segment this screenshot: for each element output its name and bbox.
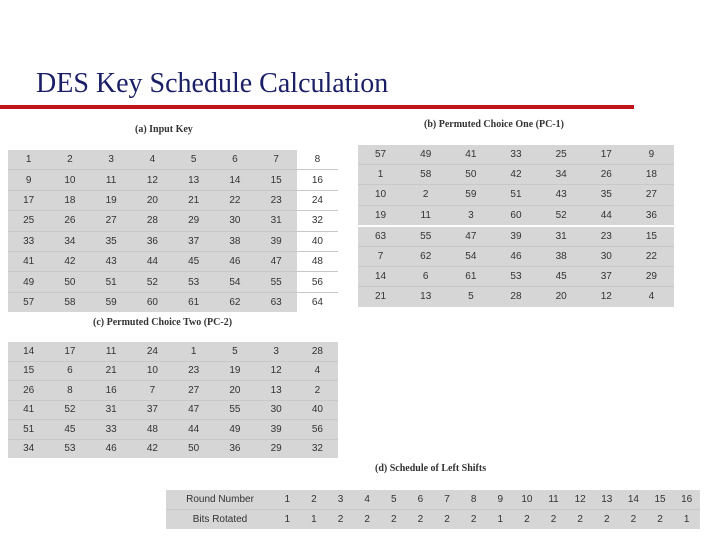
table-cell: 41 (448, 145, 493, 165)
table-cell: 52 (539, 205, 584, 226)
table-cell: 60 (132, 292, 173, 312)
table-cell: 12 (256, 361, 297, 381)
table-cell: 5 (448, 287, 493, 307)
table-cell: 9 (629, 145, 674, 165)
table-cell: 31 (256, 211, 297, 231)
table-cell: 37 (173, 231, 214, 251)
table-cell: 43 (539, 185, 584, 205)
table-cell: 5 (173, 150, 214, 170)
table-cell: 26 (49, 211, 90, 231)
table-cell: 46 (214, 251, 255, 271)
table-cell: 61 (173, 292, 214, 312)
table-cell: 44 (132, 251, 173, 271)
table-cell: 55 (214, 400, 255, 420)
table-cell: 39 (256, 231, 297, 251)
table-cell: 2 (407, 510, 434, 530)
table-row (8, 342, 338, 361)
table-cell: 27 (629, 185, 674, 205)
table-cell: 15 (256, 170, 297, 190)
table-cell: 6 (214, 150, 255, 170)
table-cell: 54 (448, 246, 493, 266)
table-row (8, 400, 338, 420)
table-cell: 15 (8, 361, 49, 381)
table-row (8, 251, 338, 271)
table-cell: 1 (274, 510, 301, 530)
table-cell: 10 (49, 170, 90, 190)
table-cell: 30 (584, 246, 629, 266)
table-row (358, 246, 674, 266)
table-cell: 57 (358, 145, 403, 165)
table-cell: 46 (493, 246, 538, 266)
table-cell: 62 (403, 246, 448, 266)
table-cell: 36 (214, 439, 255, 458)
table-cell: 2 (620, 510, 647, 530)
table-cell: 2 (647, 510, 674, 530)
table-cell: 58 (403, 165, 448, 185)
table-cell: 3 (327, 490, 354, 510)
table-cell: 8 (460, 490, 487, 510)
table-cell: 44 (584, 205, 629, 226)
table-cell: 52 (132, 272, 173, 292)
table-cell: 31 (539, 226, 584, 247)
table-cell: 52 (49, 400, 90, 420)
table-row (166, 510, 700, 530)
table-cell: 19 (91, 190, 132, 210)
table-cell: 62 (214, 292, 255, 312)
table-cell: 56 (297, 420, 338, 440)
table-cell: 45 (49, 420, 90, 440)
table-cell: 6 (49, 361, 90, 381)
table-cell: 8 (297, 150, 338, 170)
table-cell: 41 (8, 251, 49, 271)
table-cell: 48 (132, 420, 173, 440)
table-cell: 1 (173, 342, 214, 361)
table-cell: 4 (297, 361, 338, 381)
table-cell: 33 (91, 420, 132, 440)
table-cell: 11 (91, 170, 132, 190)
table-cell: 49 (214, 420, 255, 440)
table-cell: 17 (584, 145, 629, 165)
table-row (8, 439, 338, 458)
row-label: Round Number (166, 490, 274, 510)
table-cell: 41 (8, 400, 49, 420)
table-cell: 35 (584, 185, 629, 205)
table-row (8, 292, 338, 312)
table-cell: 26 (584, 165, 629, 185)
table-row (8, 211, 338, 231)
table-cell: 10 (132, 361, 173, 381)
table-row (8, 272, 338, 292)
table-cell: 1 (673, 510, 700, 530)
table-cell: 51 (8, 420, 49, 440)
table-cell: 33 (493, 145, 538, 165)
table-cell: 8 (49, 381, 90, 401)
table-cell: 42 (132, 439, 173, 458)
table-cell: 5 (214, 342, 255, 361)
table-cell: 50 (49, 272, 90, 292)
table-cell: 39 (493, 226, 538, 247)
table-cell: 55 (403, 226, 448, 247)
table-cell: 3 (256, 342, 297, 361)
input-key-table (8, 150, 338, 312)
table-cell: 30 (256, 400, 297, 420)
table-cell: 34 (8, 439, 49, 458)
input-key-caption: (a) Input Key (135, 124, 193, 135)
table-cell: 40 (297, 231, 338, 251)
table-cell: 50 (448, 165, 493, 185)
table-row (358, 145, 674, 165)
table-cell: 18 (629, 165, 674, 185)
table-row (358, 267, 674, 287)
table-cell: 15 (647, 490, 674, 510)
table-cell: 7 (132, 381, 173, 401)
table-cell: 38 (539, 246, 584, 266)
table-cell: 20 (214, 381, 255, 401)
table-row (166, 490, 700, 510)
table-cell: 29 (629, 267, 674, 287)
table-cell: 1 (8, 150, 49, 170)
table-cell: 35 (91, 231, 132, 251)
table-cell: 59 (448, 185, 493, 205)
table-cell: 7 (256, 150, 297, 170)
table-cell: 48 (297, 251, 338, 271)
table-cell: 6 (407, 490, 434, 510)
table-cell: 23 (173, 361, 214, 381)
table-cell: 1 (358, 165, 403, 185)
table-cell: 23 (256, 190, 297, 210)
table-cell: 16 (297, 170, 338, 190)
table-cell: 38 (214, 231, 255, 251)
table-cell: 3 (448, 205, 493, 226)
table-cell: 54 (214, 272, 255, 292)
table-cell: 42 (49, 251, 90, 271)
table-cell: 34 (539, 165, 584, 185)
table-cell: 2 (434, 510, 461, 530)
table-cell: 11 (540, 490, 567, 510)
table-cell: 40 (297, 400, 338, 420)
table-row (8, 190, 338, 210)
table-cell: 2 (301, 490, 328, 510)
pc1-table (358, 145, 674, 307)
table-cell: 24 (132, 342, 173, 361)
table-cell: 53 (493, 267, 538, 287)
table-cell: 14 (358, 267, 403, 287)
table-row (358, 165, 674, 185)
table-cell: 32 (297, 439, 338, 458)
table-cell: 61 (448, 267, 493, 287)
table-cell: 29 (173, 211, 214, 231)
table-cell: 32 (297, 211, 338, 231)
pc2-caption: (c) Permuted Choice Two (PC-2) (93, 317, 233, 328)
table-row (358, 287, 674, 307)
table-cell: 12 (132, 170, 173, 190)
table-cell: 13 (403, 287, 448, 307)
table-cell: 19 (214, 361, 255, 381)
table-cell: 37 (132, 400, 173, 420)
table-cell: 2 (567, 510, 594, 530)
table-row (8, 420, 338, 440)
table-cell: 59 (91, 292, 132, 312)
table-cell: 13 (594, 490, 621, 510)
table-cell: 39 (256, 420, 297, 440)
table-cell: 55 (256, 272, 297, 292)
table-cell: 2 (327, 510, 354, 530)
table-cell: 12 (584, 287, 629, 307)
table-cell: 57 (8, 292, 49, 312)
table-cell: 56 (297, 272, 338, 292)
table-cell: 2 (403, 185, 448, 205)
left-shifts-table (166, 490, 700, 529)
table-cell: 22 (629, 246, 674, 266)
table-cell: 45 (539, 267, 584, 287)
table-cell: 47 (173, 400, 214, 420)
table-cell: 22 (214, 190, 255, 210)
table-cell: 47 (448, 226, 493, 247)
table-cell: 44 (173, 420, 214, 440)
table-cell: 13 (173, 170, 214, 190)
table-cell: 36 (132, 231, 173, 251)
table-cell: 23 (584, 226, 629, 247)
table-cell: 2 (514, 510, 541, 530)
table-cell: 17 (49, 342, 90, 361)
table-row (8, 150, 338, 170)
table-row (358, 226, 674, 247)
table-cell: 21 (91, 361, 132, 381)
table-cell: 29 (256, 439, 297, 458)
table-cell: 27 (173, 381, 214, 401)
table-cell: 49 (8, 272, 49, 292)
table-cell: 2 (354, 510, 381, 530)
table-cell: 3 (91, 150, 132, 170)
table-cell: 51 (91, 272, 132, 292)
table-cell: 60 (493, 205, 538, 226)
table-cell: 2 (297, 381, 338, 401)
table-cell: 31 (91, 400, 132, 420)
table-cell: 28 (297, 342, 338, 361)
table-cell: 10 (358, 185, 403, 205)
table-cell: 1 (487, 510, 514, 530)
table-cell: 9 (487, 490, 514, 510)
table-cell: 36 (629, 205, 674, 226)
table-cell: 45 (173, 251, 214, 271)
table-cell: 4 (629, 287, 674, 307)
table-cell: 2 (381, 510, 408, 530)
table-cell: 13 (256, 381, 297, 401)
table-cell: 4 (354, 490, 381, 510)
table-cell: 25 (539, 145, 584, 165)
table-cell: 51 (493, 185, 538, 205)
table-cell: 28 (132, 211, 173, 231)
table-cell: 1 (274, 490, 301, 510)
table-cell: 49 (403, 145, 448, 165)
table-cell: 7 (434, 490, 461, 510)
table-cell: 7 (358, 246, 403, 266)
table-row (8, 170, 338, 190)
table-cell: 11 (403, 205, 448, 226)
table-cell: 14 (8, 342, 49, 361)
shifts-caption: (d) Schedule of Left Shifts (375, 463, 487, 474)
table-cell: 10 (514, 490, 541, 510)
table-cell: 53 (49, 439, 90, 458)
table-cell: 5 (381, 490, 408, 510)
table-cell: 50 (173, 439, 214, 458)
pc1-caption: (b) Permuted Choice One (PC-1) (424, 119, 564, 130)
table-cell: 63 (256, 292, 297, 312)
table-cell: 18 (49, 190, 90, 210)
table-cell: 30 (214, 211, 255, 231)
table-cell: 37 (584, 267, 629, 287)
table-row (358, 185, 674, 205)
table-cell: 42 (493, 165, 538, 185)
table-cell: 14 (620, 490, 647, 510)
table-row (358, 205, 674, 226)
table-cell: 27 (91, 211, 132, 231)
table-cell: 12 (567, 490, 594, 510)
table-cell: 33 (8, 231, 49, 251)
table-cell: 15 (629, 226, 674, 247)
table-row (8, 381, 338, 401)
table-cell: 64 (297, 292, 338, 312)
table-cell: 25 (8, 211, 49, 231)
row-label: Bits Rotated (166, 510, 274, 530)
table-cell: 16 (673, 490, 700, 510)
table-cell: 47 (256, 251, 297, 271)
title-divider (0, 105, 634, 109)
table-cell: 4 (132, 150, 173, 170)
table-cell: 58 (49, 292, 90, 312)
table-cell: 19 (358, 205, 403, 226)
table-cell: 17 (8, 190, 49, 210)
table-row (8, 361, 338, 381)
table-cell: 24 (297, 190, 338, 210)
table-cell: 63 (358, 226, 403, 247)
table-cell: 46 (91, 439, 132, 458)
table-cell: 6 (403, 267, 448, 287)
table-cell: 21 (358, 287, 403, 307)
table-cell: 2 (540, 510, 567, 530)
table-cell: 11 (91, 342, 132, 361)
table-cell: 9 (8, 170, 49, 190)
table-cell: 20 (132, 190, 173, 210)
table-cell: 28 (493, 287, 538, 307)
table-cell: 1 (301, 510, 328, 530)
table-cell: 21 (173, 190, 214, 210)
table-cell: 53 (173, 272, 214, 292)
pc2-table (8, 342, 338, 458)
table-cell: 20 (539, 287, 584, 307)
table-cell: 26 (8, 381, 49, 401)
table-cell: 14 (214, 170, 255, 190)
table-cell: 34 (49, 231, 90, 251)
table-cell: 2 (49, 150, 90, 170)
table-cell: 16 (91, 381, 132, 401)
table-cell: 2 (594, 510, 621, 530)
table-cell: 43 (91, 251, 132, 271)
table-row (8, 231, 338, 251)
slide-title: DES Key Schedule Calculation (36, 68, 389, 99)
table-cell: 2 (460, 510, 487, 530)
